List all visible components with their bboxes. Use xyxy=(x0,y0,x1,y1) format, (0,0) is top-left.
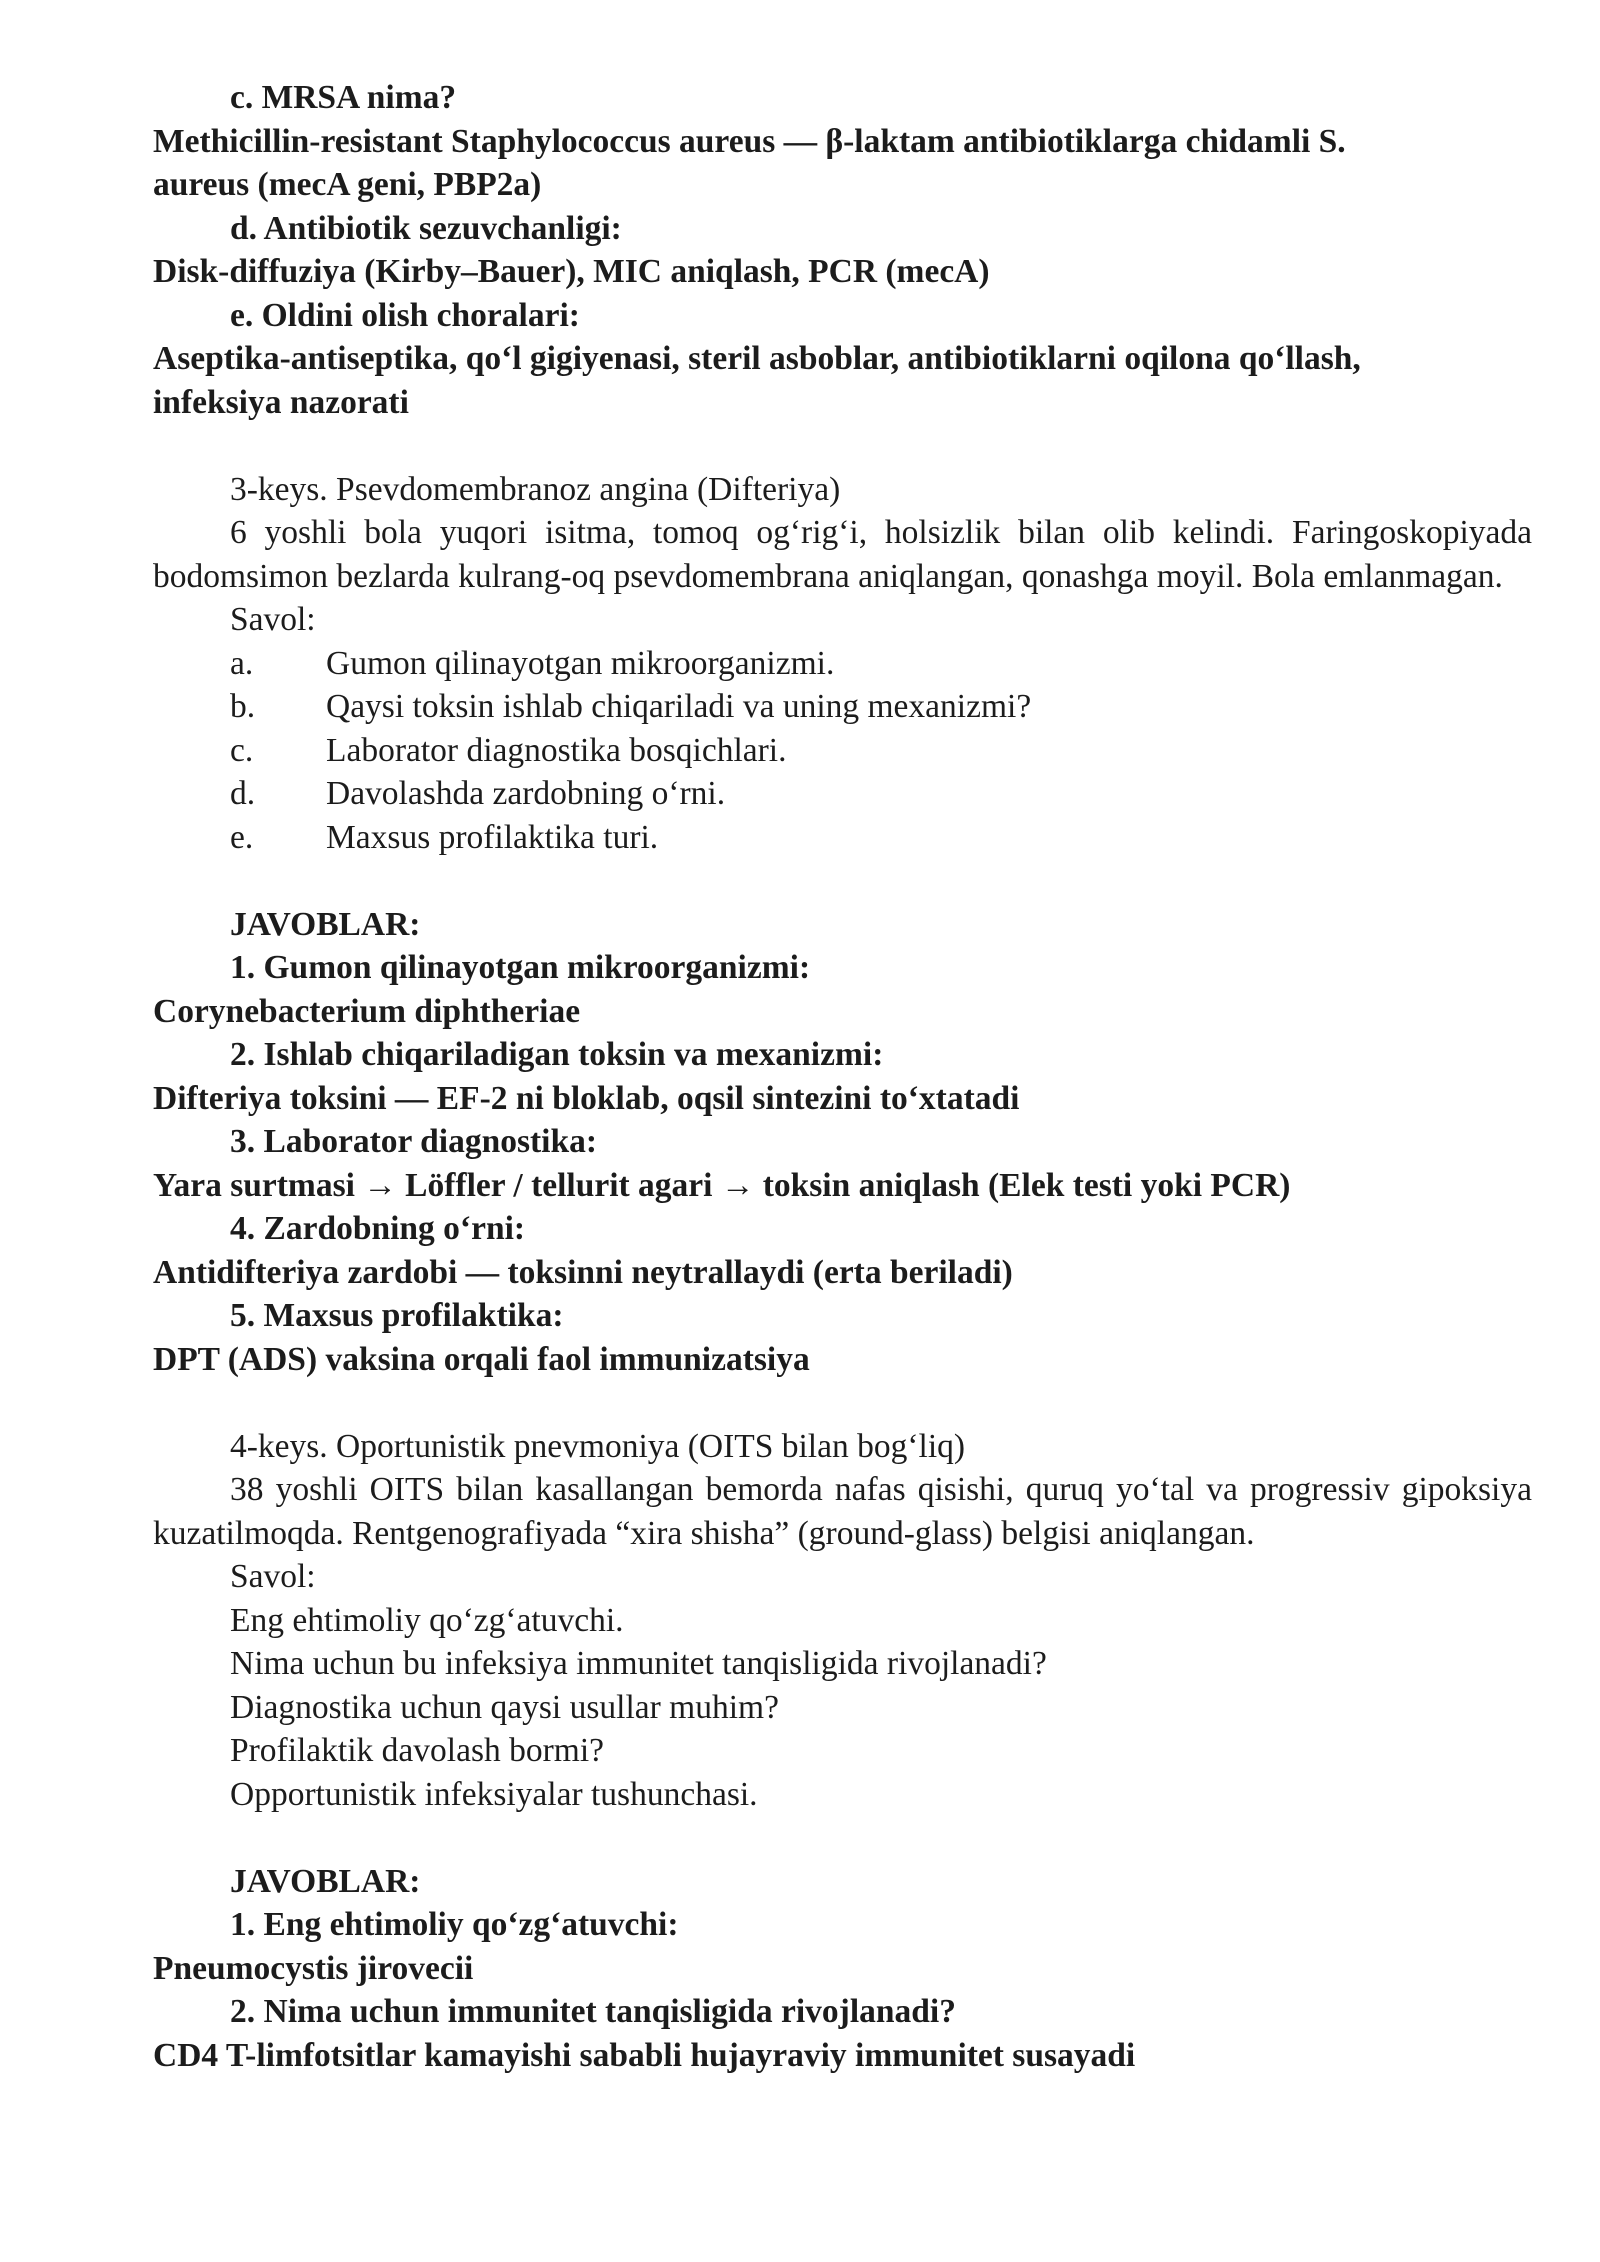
question-text: Qaysi toksin ishlab chiqariladi va uning mexanizmi? xyxy=(326,688,1032,725)
answer-question: 1. Eng ehtimoliy qo‘zg‘atuvchi: xyxy=(230,1906,679,1943)
answer-question: 5. Maxsus profilaktika: xyxy=(230,1297,564,1334)
case-description: 38 yoshli OITS bilan kasallangan bemorda nafas qisishi, quruq yo‘tal va progressiv gipoksiya kuzatilmoqda. Rentgenografiyada “xira shisha” (ground-glass) belgisi aniqlangan. xyxy=(153,1471,1532,1552)
answer-text: Yara surtmasi → Löffler / tellurit agari → toksin aniqlash (Elek testi yoki PCR) xyxy=(153,1166,1291,1204)
question-marker: e. xyxy=(230,818,254,856)
question-item: Eng ehtimoliy qo‘zg‘atuvchi. xyxy=(230,1601,624,1639)
spacer xyxy=(153,1381,1532,1425)
case-title: 4-keys. Oportunistik pnevmoniya (OITS bilan bog‘liq) xyxy=(230,1427,966,1465)
question-text: Laborator diagnostika bosqichlari. xyxy=(326,731,787,769)
answer-question: 2. Ishlab chiqariladigan toksin va mexanizmi: xyxy=(230,1036,884,1073)
answer-text: Disk-diffuziya (Kirby–Bauer), MIC aniqlash, PCR (mecA) xyxy=(153,253,990,290)
answer-text: Methicillin-resistant Staphylococcus aureus — β-laktam antibiotiklarga chidamli S. xyxy=(153,122,1346,160)
answer-question: 2. Nima uchun immunitet tanqisligida rivojlanadi? xyxy=(230,1993,956,2030)
answer-question: 1. Gumon qilinayotgan mikroorganizmi: xyxy=(230,949,811,986)
question-text: Davolashda zardobning o‘rni. xyxy=(326,775,726,812)
question-marker: d. xyxy=(230,775,256,812)
answer-question: 4. Zardobning o‘rni: xyxy=(230,1210,526,1247)
answer-text: Aseptika-antiseptika, qo‘l gigiyenasi, steril asboblar, antibiotiklarni oqilona qo‘llash, xyxy=(153,340,1361,377)
answer-text: Antidifteriya zardobi — toksinni neytrallaydi (erta beriladi) xyxy=(153,1253,1013,1291)
question-item xyxy=(153,685,1532,729)
question-item: Opportunistik infeksiyalar tushunchasi. xyxy=(230,1775,758,1813)
answer-question: e. Oldini olish choralari: xyxy=(230,296,580,334)
answer-text: Difteriya toksini — EF-2 ni bloklab, oqsil sintezini to‘xtatadi xyxy=(153,1079,1020,1117)
answers-heading: JAVOBLAR: xyxy=(230,905,421,943)
question-item: Diagnostika uchun qaysi usullar muhim? xyxy=(230,1688,779,1726)
question-heading: Savol: xyxy=(230,601,316,638)
question-text: Maxsus profilaktika turi. xyxy=(326,818,659,856)
question-text: Gumon qilinayotgan mikroorganizmi. xyxy=(326,644,835,682)
question-item xyxy=(153,642,1532,686)
question-marker: c. xyxy=(230,731,254,769)
question-heading: Savol: xyxy=(230,1558,316,1595)
answer-text: aureus (mecA geni, PBP2a) xyxy=(153,166,542,203)
spacer xyxy=(153,424,1532,468)
question-marker: a. xyxy=(230,644,254,682)
answer-text: Pneumocystis jirovecii xyxy=(153,1949,474,1987)
answer-text: CD4 T-limfotsitlar kamayishi sababli hujayraviy immunitet susayadi xyxy=(153,2036,1136,2074)
answer-text: Corynebacterium diphtheriae xyxy=(153,992,581,1030)
answer-question: d. Antibiotik sezuvchanligi: xyxy=(230,209,622,247)
question-item xyxy=(153,729,1532,773)
question-item xyxy=(153,816,1532,860)
spacer xyxy=(153,859,1532,903)
answer-text: infeksiya nazorati xyxy=(153,383,409,421)
case-description: 6 yoshli bola yuqori isitma, tomoq og‘rig‘i, holsizlik bilan olib kelindi. Faringoskopiyada bodomsimon bezlarda kulrang-oq psevdomembrana aniqlangan, qonashga moyil. Bola emlanmagan. xyxy=(153,514,1532,595)
question-item: Profilaktik davolash bormi? xyxy=(230,1732,605,1769)
question-item: Nima uchun bu infeksiya immunitet tanqisligida rivojlanadi? xyxy=(230,1645,1047,1682)
answers-heading: JAVOBLAR: xyxy=(230,1862,421,1900)
question-marker: b. xyxy=(230,688,256,725)
question-item xyxy=(153,772,1532,816)
answer-question: c. MRSA nima? xyxy=(230,79,457,116)
answer-text: DPT (ADS) vaksina orqali faol immunizatsiya xyxy=(153,1340,810,1378)
answer-question: 3. Laborator diagnostika: xyxy=(230,1123,597,1160)
case-title: 3-keys. Psevdomembranoz angina (Difteriya) xyxy=(230,470,841,508)
spacer xyxy=(153,1816,1532,1860)
